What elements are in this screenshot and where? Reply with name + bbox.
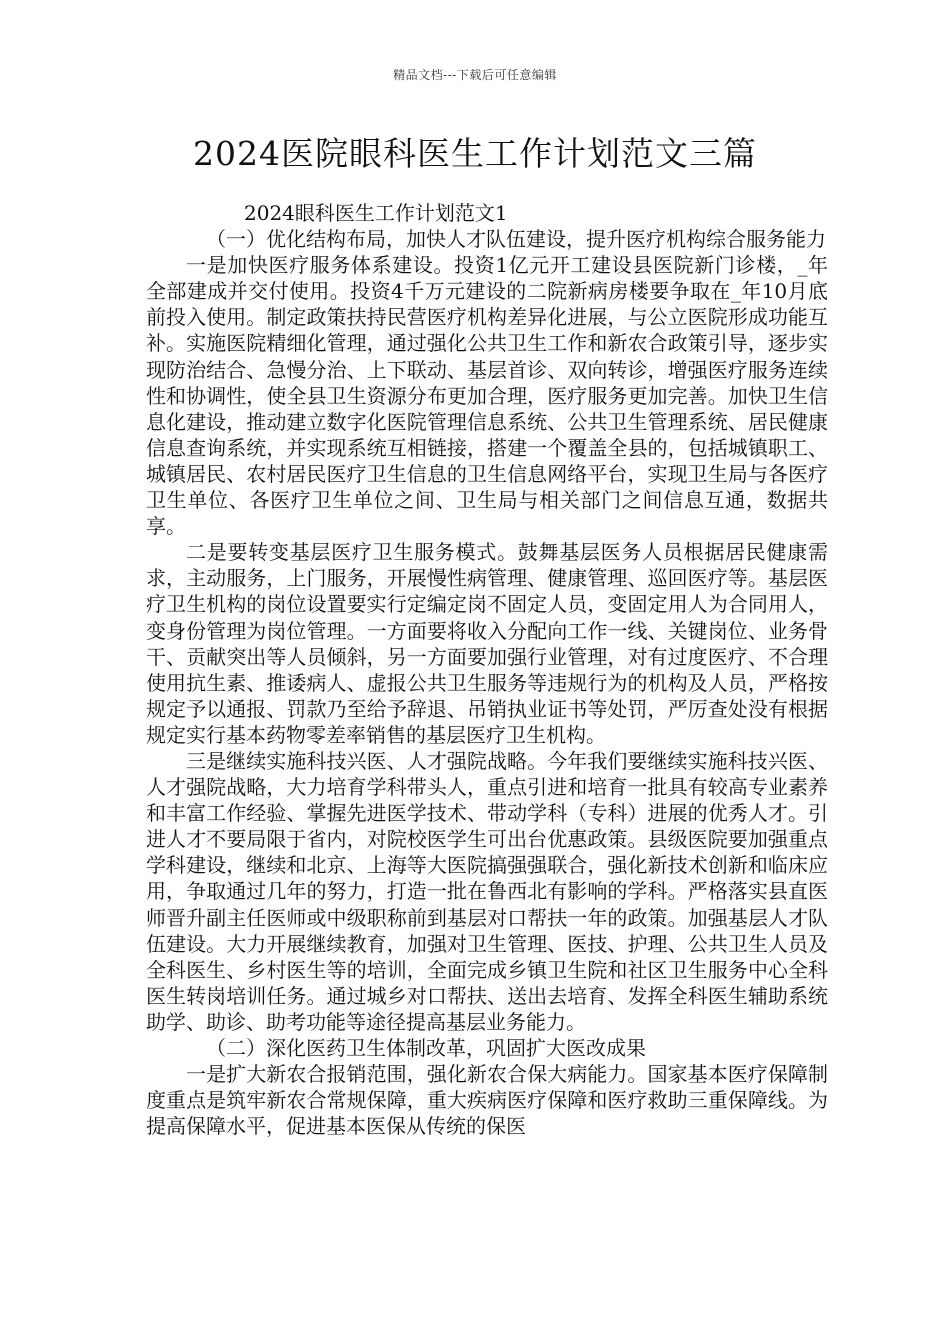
paragraph-2-1: 一是扩大新农合报销范围，强化新农合保大病能力。国家基本医疗保障制度重点是筑牢新农合常规保障，重大疾病医疗保障和医疗救助三重保障线。为提高保障水平，促进基本医保从传统的保医 xyxy=(146,1062,828,1139)
paragraph-1-2: 二是要转变基层医疗卫生服务模式。鼓舞基层医务人员根据居民健康需求，主动服务，上门服务，开展慢性病管理、健康管理、巡回医疗等。基层医疗卫生机构的岗位设置要实行定编定岗不固定人员，变固定用人为合同用人，变身份管理为岗位管理。一方面要将收入分配向工作一线、关键岗位、业务骨干、贡献突出等人员倾斜，另一方面要加强行业管理，对有过度医疗、不合理使用抗生素、推诿病人、虚报公共卫生服务等违规行为的机构及人员，严格按规定予以通报、罚款乃至给予辞退、吊销执业证书等处罚，严厉查处没有根据规定实行基本药物零差率销售的基层医疗卫生机构。 xyxy=(146,540,828,747)
document-title: 2024医院眼科医生工作计划范文三篇 xyxy=(193,134,757,173)
document-body xyxy=(146,200,828,1139)
paragraph-1-1: 一是加快医疗服务体系建设。投资1亿元开工建设县医院新门诊楼，_年全部建成并交付使用。投资4千万元建设的二院新病房楼要争取在_年10月底前投入使用。制定政策扶持民营医疗机构差异化进展，与公立医院形成功能互补。实施医院精细化管理，通过强化公共卫生工作和新农合政策引导，逐步实现防治结合、急慢分治、上下联动、基层首诊、双向转诊，增强医疗服务连续性和协调性，使全县卫生资源分布更加合理，医疗服务更加完善。加快卫生信息化建设，推动建立数字化医院管理信息系统、公共卫生管理系统、居民健康信息查询系统，并实现系统互相链接，搭建一个覆盖全县的，包括城镇职工、城镇居民、农村居民医疗卫生信息的卫生信息网络平台，实现卫生局与各医疗卫生单位、各医疗卫生单位之间、卫生局与相关部门之间信息互通，数据共享。 xyxy=(146,253,828,539)
section-heading-1: （一）优化结构布局，加快人才队伍建设，提升医疗机构综合服务能力 xyxy=(206,227,826,252)
document-subtitle: 2024眼科医生工作计划范文1 xyxy=(244,201,508,225)
paragraph-1-3: 三是继续实施科技兴医、人才强院战略。今年我们要继续实施科技兴医、人才强院战略，大力培育学科带头人，重点引进和培育一批具有较高专业素养和丰富工作经验、掌握先进医学技术、带动学科（专科）进展的优秀人才。引进人才不要局限于省内，对院校医学生可出台优惠政策。县级医院要加强重点学科建设，继续和北京、上海等大医院搞强强联合，强化新技术创新和临床应用，争取通过几年的努力，打造一批在鲁西北有影响的学科。严格落实县直医师晋升副主任医师或中级职称前到基层对口帮扶一年的政策。加强基层人才队伍建设。大力开展继续教育，加强对卫生管理、医技、护理、公共卫生人员及全科医生、乡村医生等的培训，全面完成乡镇卫生院和社区卫生服务中心全科医生转岗培训任务。通过城乡对口帮扶、送出去培育、发挥全科医生辅助系统助学、助诊、助考功能等途径提高基层业务能力。 xyxy=(146,748,828,1034)
section-heading-2: （二）深化医药卫生体制改革，巩固扩大医改成果 xyxy=(206,1036,646,1060)
page-header-note: 精品文档---下载后可任意编辑 xyxy=(393,68,557,82)
